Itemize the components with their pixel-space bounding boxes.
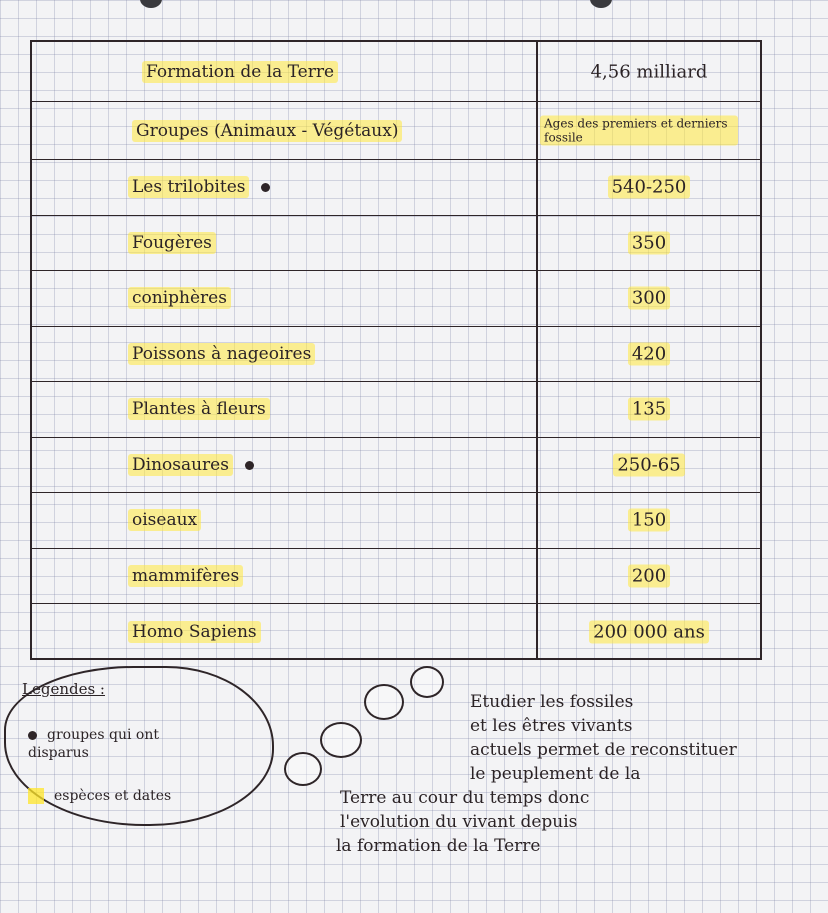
thought-bubble-icon [284,752,322,786]
group-name: Fougères [128,232,216,254]
table-row [32,549,760,605]
group-cell [128,566,243,586]
age-cell [536,399,762,420]
subheader-right-text: Ages des premiers et derniers fossile [540,115,738,145]
table-row [32,438,760,494]
age-cell [536,621,762,642]
table-subheader-row [32,102,760,160]
age-cell [536,177,762,198]
table-row [32,327,760,383]
legend-highlight-label: espèces et dates [54,788,172,804]
table-row [32,160,760,216]
conclusion-line: le peuplement de la [470,764,641,784]
conclusion-line: et les êtres vivants [470,716,633,736]
group-name: Plantes à fleurs [128,398,270,420]
age-cell [536,454,762,475]
legend-extinct-item [28,726,208,762]
header-left-cell [142,62,338,82]
group-cell [128,510,201,530]
group-cell [128,288,231,308]
group-cell [128,399,270,419]
age-value: 420 [628,342,670,365]
table-row [32,216,760,272]
conclusion-line: actuels permet de reconstituer [470,740,737,760]
legend-extinct-label: groupes qui ont disparus [28,727,159,761]
table-row [32,382,760,438]
group-name: Dinosaures [128,454,233,476]
age-value: 150 [628,509,670,532]
age-cell [536,343,762,364]
conclusion-line: l'evolution du vivant depuis [340,812,578,832]
fossil-table [30,40,762,660]
group-name: coniphères [128,287,231,309]
header-right-text: 4,56 milliard [590,61,708,82]
table-row [32,271,760,327]
table-row [32,604,760,660]
age-value: 250-65 [613,453,684,476]
subheader-right-cell [540,115,766,146]
group-cell [128,344,315,364]
legend-cloud [4,666,274,826]
group-name: Les trilobites [128,176,249,198]
legend-title: Legendes : [22,680,105,698]
age-value: 200 000 ans [589,620,709,643]
extinct-dot-icon [28,731,37,740]
group-name: Poissons à nageoires [128,343,315,365]
conclusion-line: la formation de la Terre [336,836,541,856]
subheader-left-text: Groupes (Animaux - Végétaux) [132,120,402,142]
group-cell [128,455,254,475]
group-cell [128,233,216,253]
group-name: oiseaux [128,509,201,531]
conclusion-line: Etudier les fossiles [470,692,634,712]
conclusion-text [330,690,826,858]
age-cell [536,510,762,531]
age-value: 540-250 [608,176,691,199]
binder-hole-left [140,0,162,8]
header-right-cell [536,61,762,82]
extinct-dot-icon [245,461,254,470]
age-cell [536,565,762,586]
age-cell [536,288,762,309]
table-row [32,493,760,549]
subheader-left-cell [132,121,402,141]
group-name: Homo Sapiens [128,621,261,643]
age-value: 200 [628,564,670,587]
group-cell [128,622,261,642]
binder-hole-right [590,0,612,8]
legend-highlight-item [28,788,171,804]
header-left-text: Formation de la Terre [142,61,338,83]
conclusion-line: Terre au cour du temps donc [340,788,590,808]
age-value: 135 [628,398,670,421]
group-name: mammifères [128,565,243,587]
age-value: 300 [628,287,670,310]
group-cell [128,177,270,197]
age-cell [536,232,762,253]
age-value: 350 [628,231,670,254]
extinct-dot-icon [261,183,270,192]
table-header-row [32,42,760,102]
highlight-swatch-icon [28,788,44,804]
